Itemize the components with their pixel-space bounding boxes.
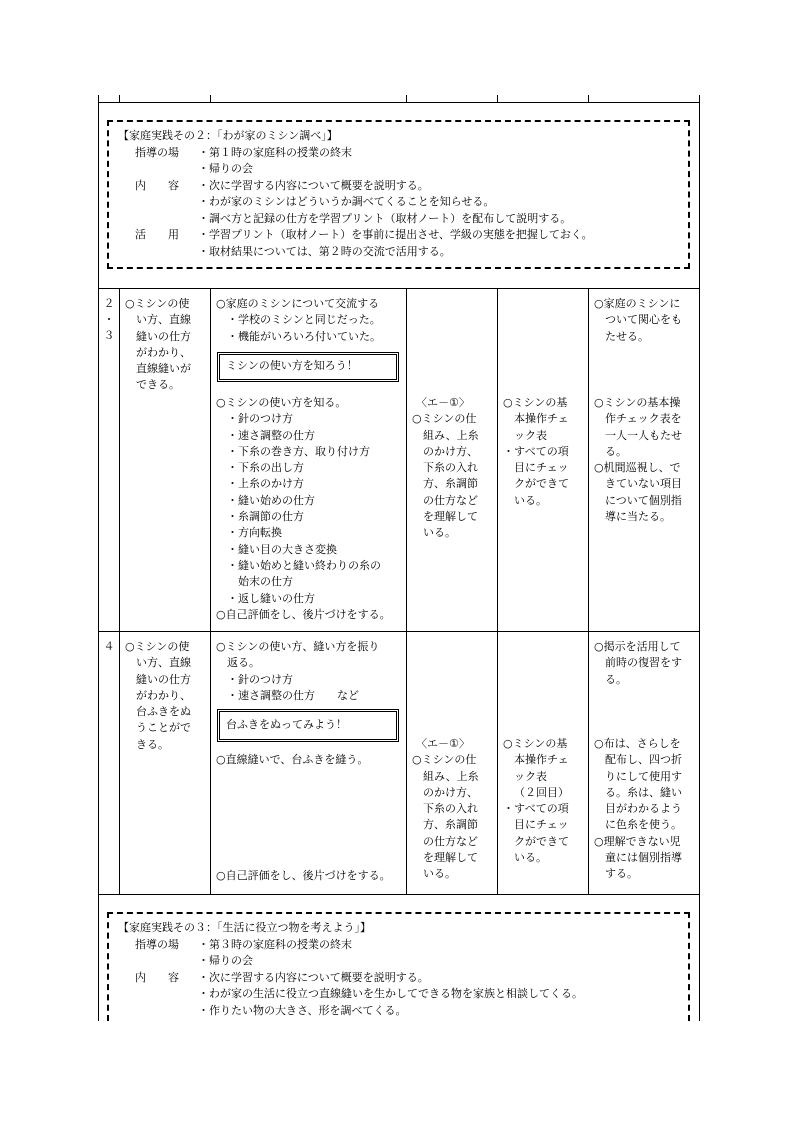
- method-line: クができて: [514, 477, 569, 491]
- table-left-border: [98, 95, 99, 1021]
- goal-line: い方、直線: [136, 656, 191, 670]
- detail-text: ・調べ方と記録の仕方を学習プリント（取材ノート）を配布して説明する。: [198, 212, 572, 225]
- detail-text: ・わが家の生活に役立つ直線縫いを生かしてできる物を家族と相談してくる。: [198, 987, 583, 1000]
- support-line: 導に当たる。: [605, 510, 671, 524]
- home-practice-3-title: 【家庭実践その３：「生活に役立つ物を考えよう」】: [118, 921, 371, 934]
- method-line: ・すべての項: [503, 444, 569, 458]
- activity-line: ・針のつけ方: [227, 412, 293, 426]
- column-divider: [406, 631, 407, 894]
- support-line: りにして使用す: [605, 769, 682, 783]
- activity-line: ・下糸の巻き方、取り付け方: [227, 444, 370, 458]
- method-line: 目にチェッ: [514, 461, 569, 475]
- evaluation-method: [503, 395, 569, 509]
- column-divider: [210, 631, 211, 894]
- support-line: について個別指: [605, 493, 682, 507]
- goal-line: きる。: [136, 737, 169, 751]
- activity-line: ・上糸のかけ方: [227, 477, 304, 491]
- evaluation-line: ○ミシンの仕: [412, 753, 477, 767]
- support-line: 配布し、四つ折: [605, 753, 682, 767]
- detail-text: ・帰りの会: [198, 162, 253, 175]
- column-divider: [588, 95, 589, 102]
- activity-line: ・縫い始めの仕方: [227, 493, 315, 507]
- evaluation-line: 〈エ－①〉: [416, 737, 470, 750]
- goal-line: うことがで: [136, 721, 191, 735]
- detail-text: ・第３時の家庭科の授業の終末: [198, 938, 352, 951]
- method-line: いる。: [514, 493, 547, 507]
- support-line: ○布は、さらしを: [594, 737, 681, 750]
- evaluation-line: を理解して: [423, 510, 478, 524]
- detail-text: ・帰りの会: [198, 954, 253, 967]
- evaluation-line: 組み、上糸: [423, 428, 479, 442]
- method-line: 目にチェッ: [514, 818, 569, 832]
- activity-line: ・方向転換: [227, 526, 282, 540]
- activity-line: ・速さ調整の仕方: [227, 428, 315, 442]
- support-line: る。: [605, 444, 627, 458]
- goal-line: 縫いの仕方: [136, 672, 191, 686]
- evaluation-method: [503, 736, 569, 866]
- column-divider: [588, 288, 589, 631]
- detail-text: ・次に学習する内容について概要を説明する。: [198, 179, 429, 192]
- evaluation-criteria: [412, 736, 479, 883]
- evaluation-line: 組み、上糸: [423, 769, 479, 783]
- activity-line: ○自己評価をし、後片づけをする。: [216, 869, 391, 882]
- detail-label: 指導の場: [135, 938, 179, 951]
- support-line: ○ミシンの基本操: [594, 396, 681, 409]
- support-line: 一人一人もたせ: [605, 428, 682, 442]
- row-divider: [98, 631, 699, 632]
- method-line: 本操作チェ: [514, 753, 569, 767]
- detail-text: ・取材結果については、第２時の交流で活用する。: [198, 245, 451, 258]
- activity-line: ○ミシンの使い方、縫い方を振り: [216, 640, 380, 653]
- activity-line: 始末の仕方: [238, 575, 293, 589]
- support-line: 目がわかるよう: [605, 802, 682, 816]
- lesson-number: ３: [103, 329, 115, 342]
- evaluation-line: 下糸の入れ: [423, 802, 478, 816]
- detail-label: 内 容: [135, 971, 179, 984]
- activity-line: ・糸調節の仕方: [227, 510, 304, 524]
- detail-text: ・わが家のミシンはどういうか調べてくることを知らせる。: [198, 195, 495, 208]
- detail-text: ・第１時の家庭科の授業の終末: [198, 146, 352, 159]
- learning-activity: [216, 639, 379, 704]
- lesson-goal: [125, 639, 191, 753]
- column-divider: [210, 95, 211, 102]
- row-divider: [98, 288, 699, 289]
- column-divider: [588, 631, 589, 894]
- method-line: ○ミシンの基: [503, 737, 568, 750]
- support-line: る。糸は、縫い: [605, 785, 682, 799]
- column-divider: [119, 95, 120, 102]
- teacher-support: [594, 296, 682, 345]
- goal-line: 直線縫いが: [136, 362, 191, 376]
- column-divider: [497, 288, 498, 631]
- support-line: ○家庭のミシンに: [594, 297, 681, 310]
- activity-line: ・下糸の出し方: [227, 461, 304, 475]
- lesson-theme-box: ミシンの使い方を知ろう！: [217, 352, 399, 382]
- goal-line: ○ミシンの使: [125, 640, 190, 653]
- lesson-theme-box: 台ふきをぬってみよう！: [217, 709, 399, 742]
- evaluation-criteria: [412, 395, 479, 542]
- column-divider: [119, 288, 120, 631]
- goal-line: 台ふきをぬ: [136, 705, 191, 719]
- detail-text: ・作りたい物の大きさ、形を調べてくる。: [198, 1004, 407, 1017]
- evaluation-line: のかけ方、: [423, 444, 478, 458]
- support-line: 前時の復習をす: [605, 656, 682, 670]
- goal-line: できる。: [136, 378, 180, 392]
- teacher-support-steps: [594, 395, 682, 525]
- evaluation-line: 方、糸調節: [423, 818, 478, 832]
- lesson-goal: [125, 296, 191, 394]
- method-line: ック表: [514, 428, 547, 442]
- learning-activity: [216, 296, 381, 345]
- support-line: ついて関心をも: [605, 313, 682, 327]
- evaluation-line: の仕方など: [423, 493, 478, 507]
- evaluation-line: のかけ方、: [423, 785, 478, 799]
- support-line: 作チェック表を: [605, 412, 682, 426]
- activity-line: ○直線縫いで、台ふきを縫う。: [216, 753, 369, 766]
- support-line: きていない項目: [605, 477, 682, 491]
- support-line: たせる。: [605, 329, 649, 343]
- method-line: 本操作チェ: [514, 412, 569, 426]
- table-right-border: [699, 95, 700, 1021]
- column-divider: [119, 631, 120, 894]
- column-divider: [497, 95, 498, 102]
- support-line: ○理解できない児: [594, 834, 681, 848]
- column-divider: [497, 631, 498, 894]
- activity-line: ○自己評価をし、後片づけをする。: [216, 607, 391, 621]
- activity-line: ・針のつけ方: [227, 672, 293, 686]
- teacher-support-steps: [594, 736, 682, 883]
- support-line: ○掲示を活用して: [594, 640, 681, 653]
- activity-line: ・機能がいろいろ付いていた。: [227, 329, 381, 343]
- detail-label: 活 用: [135, 228, 179, 241]
- support-line: する。: [605, 867, 638, 881]
- learning-activity-steps: [216, 395, 391, 623]
- evaluation-line: ○ミシンの仕: [412, 412, 477, 426]
- lesson-number: ・: [103, 313, 115, 326]
- goal-line: がわかり、: [136, 688, 191, 702]
- evaluation-line: 方、糸調節: [423, 477, 478, 491]
- column-divider: [406, 288, 407, 631]
- column-divider: [406, 95, 407, 102]
- detail-text: ・次に学習する内容について概要を説明する。: [198, 971, 429, 984]
- method-line: クができて: [514, 834, 569, 848]
- detail-label: 指導の場: [135, 146, 179, 159]
- activity-line: ・学校のミシンと同じだった。: [227, 313, 381, 327]
- row-divider: [98, 102, 699, 103]
- row-divider: [98, 894, 699, 895]
- detail-label: 内 容: [135, 179, 179, 192]
- goal-line: ○ミシンの使: [125, 297, 190, 310]
- method-line: ・すべての項: [503, 802, 569, 816]
- evaluation-line: 下糸の入れ: [423, 461, 478, 475]
- activity-line: ○ミシンの使い方を知る。: [216, 396, 347, 409]
- method-line: ック表: [514, 769, 547, 783]
- goal-line: い方、直線: [136, 313, 191, 327]
- activity-line: ・縫い目の大きさ変換: [227, 542, 337, 556]
- method-line: ○ミシンの基: [503, 396, 568, 409]
- home-practice-2-title: 【家庭実践その２：「わが家のミシン調べ」】: [118, 129, 338, 142]
- method-line: （２回目）: [514, 785, 569, 799]
- evaluation-line: を理解して: [423, 851, 478, 865]
- activity-line: ・返し縫いの仕方: [227, 591, 315, 605]
- method-line: いる。: [514, 851, 547, 865]
- lesson-number: ４: [103, 640, 115, 653]
- detail-text: ・学習プリント（取材ノート）を事前に提出させ、学級の実態を把握しておく。: [198, 228, 593, 241]
- support-line: る。: [605, 672, 627, 686]
- goal-line: がわかり、: [136, 345, 191, 359]
- lesson-number: ２: [103, 297, 115, 310]
- evaluation-line: いる。: [423, 867, 456, 881]
- activity-line: ・縫い始めと縫い終わりの糸の: [227, 558, 381, 572]
- goal-line: 縫いの仕方: [136, 329, 191, 343]
- evaluation-line: 〈エ－①〉: [416, 396, 470, 409]
- teacher-support: [594, 639, 682, 688]
- support-line: ○机間巡視し、で: [594, 461, 681, 475]
- column-divider: [210, 288, 211, 631]
- activity-line: ・速さ調整の仕方 など: [227, 688, 359, 702]
- evaluation-line: の仕方など: [423, 834, 478, 848]
- activity-line: 返る。: [227, 656, 260, 670]
- evaluation-line: いる。: [423, 526, 456, 540]
- support-line: 童には個別指導: [605, 851, 682, 865]
- support-line: に色糸を使う。: [605, 818, 682, 832]
- activity-line: ○家庭のミシンについて交流する: [216, 297, 380, 310]
